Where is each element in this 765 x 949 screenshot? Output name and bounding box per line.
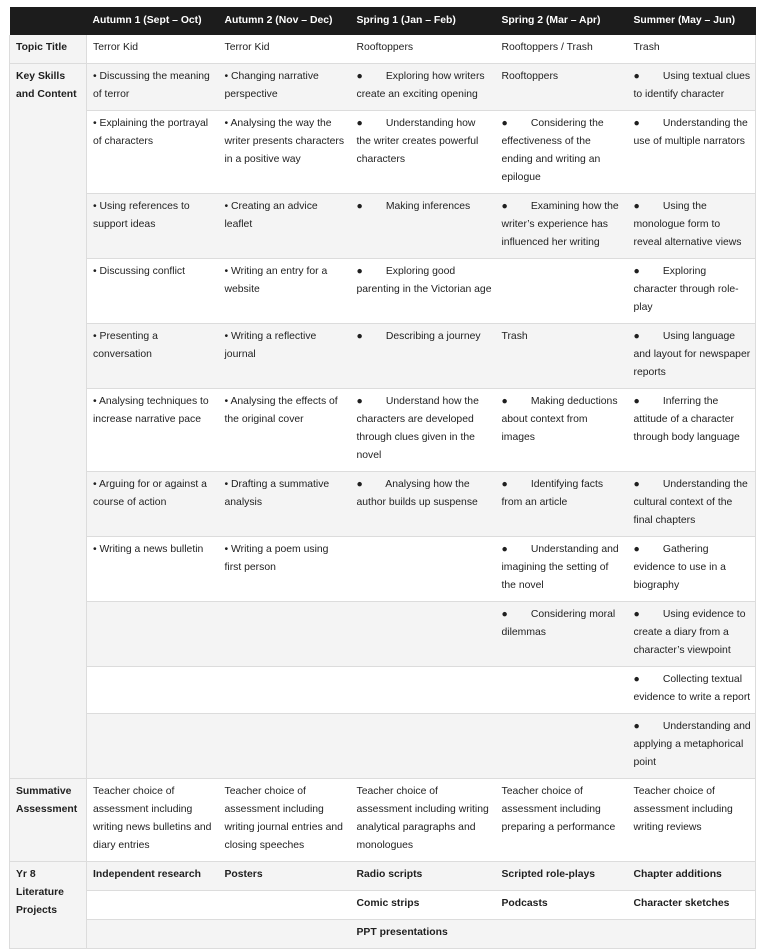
header-row	[10, 7, 756, 35]
table-cell: • Writing a reflective journal	[219, 324, 351, 389]
table-cell: ● Understanding and imagining the setting of the novel	[496, 537, 628, 602]
table-cell: Trash	[496, 324, 628, 389]
table-cell: Scripted role-plays	[496, 862, 628, 891]
table-cell: • Using references to support ideas	[87, 194, 219, 259]
curriculum-table-container	[9, 7, 755, 949]
empty-cell	[87, 920, 219, 949]
table-cell: Teacher choice of assessment including preparing a performance	[496, 779, 628, 862]
table-cell: • Writing a poem using first person	[219, 537, 351, 602]
table-cell: • Changing narrative perspective	[219, 64, 351, 111]
table-cell: Trash	[628, 35, 756, 64]
table-cell: Radio scripts	[351, 862, 496, 891]
empty-cell	[496, 259, 628, 324]
table-cell: Independent research	[87, 862, 219, 891]
table-cell: • Explaining the portrayal of characters	[87, 111, 219, 194]
table-cell: • Writing a news bulletin	[87, 537, 219, 602]
table-row	[10, 862, 756, 891]
table-cell: ● Gathering evidence to use in a biography	[628, 537, 756, 602]
table-cell: Terror Kid	[219, 35, 351, 64]
column-header: Summer (May – Jun)	[628, 7, 756, 35]
table-cell: ● Understanding the use of multiple narrators	[628, 111, 756, 194]
table-row	[10, 537, 756, 602]
table-cell: Podcasts	[496, 891, 628, 920]
table-row	[10, 472, 756, 537]
table-cell: • Analysing the effects of the original cover	[219, 389, 351, 472]
table-row	[10, 64, 756, 111]
table-row	[10, 920, 756, 949]
row-heading: Key Skills and Content	[10, 64, 87, 779]
empty-cell	[87, 667, 219, 714]
table-cell: • Analysing the way the writer presents characters in a positive way	[219, 111, 351, 194]
table-cell: ● Using evidence to create a diary from a character’s viewpoint	[628, 602, 756, 667]
empty-cell	[351, 602, 496, 667]
column-header: Spring 1 (Jan – Feb)	[351, 7, 496, 35]
table-row	[10, 714, 756, 779]
table-cell: ● Exploring character through role-play	[628, 259, 756, 324]
table-cell: ● Understanding and applying a metaphorical point	[628, 714, 756, 779]
table-cell: ● Using the monologue form to reveal alternative views	[628, 194, 756, 259]
empty-cell	[87, 891, 219, 920]
empty-cell	[219, 920, 351, 949]
column-header: Spring 2 (Mar – Apr)	[496, 7, 628, 35]
column-header: Autumn 2 (Nov – Dec)	[219, 7, 351, 35]
empty-cell	[496, 920, 628, 949]
table-cell: ● Making deductions about context from images	[496, 389, 628, 472]
column-header: Autumn 1 (Sept – Oct)	[87, 7, 219, 35]
table-cell: Terror Kid	[87, 35, 219, 64]
table-row	[10, 891, 756, 920]
header-blank	[10, 7, 87, 35]
empty-cell	[351, 537, 496, 602]
table-cell: Character sketches	[628, 891, 756, 920]
table-row	[10, 35, 756, 64]
table-cell: ● Considering moral dilemmas	[496, 602, 628, 667]
table-cell: Rooftoppers	[496, 64, 628, 111]
table-cell: Comic strips	[351, 891, 496, 920]
table-cell: • Writing an entry for a website	[219, 259, 351, 324]
table-cell: Teacher choice of assessment including writing reviews	[628, 779, 756, 862]
table-row	[10, 259, 756, 324]
table-cell: Rooftoppers	[351, 35, 496, 64]
empty-cell	[219, 667, 351, 714]
table-cell: • Drafting a summative analysis	[219, 472, 351, 537]
empty-cell	[219, 891, 351, 920]
table-cell: ● Examining how the writer’s experience has influenced her writing	[496, 194, 628, 259]
table-cell: ● Analysing how the author builds up suspense	[351, 472, 496, 537]
row-heading: Topic Title	[10, 35, 87, 64]
empty-cell	[496, 667, 628, 714]
table-cell: ● Understanding the cultural context of the final chapters	[628, 472, 756, 537]
table-cell: ● Considering the effectiveness of the ending and writing an epilogue	[496, 111, 628, 194]
table-cell: • Analysing techniques to increase narrative pace	[87, 389, 219, 472]
empty-cell	[351, 714, 496, 779]
table-cell: • Discussing conflict	[87, 259, 219, 324]
table-row	[10, 194, 756, 259]
table-cell: ● Describing a journey	[351, 324, 496, 389]
table-row	[10, 779, 756, 862]
table-cell: ● Inferring the attitude of a character through body language	[628, 389, 756, 472]
row-heading: Yr 8 Literature Projects	[10, 862, 87, 949]
table-cell: Teacher choice of assessment including writing news bulletins and diary entries	[87, 779, 219, 862]
empty-cell	[219, 602, 351, 667]
table-cell: Posters	[219, 862, 351, 891]
table-cell: ● Exploring good parenting in the Victorian age	[351, 259, 496, 324]
table-cell: ● Identifying facts from an article	[496, 472, 628, 537]
table-row	[10, 111, 756, 194]
table-cell: PPT presentations	[351, 920, 496, 949]
empty-cell	[87, 602, 219, 667]
table-cell: • Presenting a conversation	[87, 324, 219, 389]
row-heading: Summative Assessment	[10, 779, 87, 862]
table-cell: Teacher choice of assessment including writing journal entries and closing speeches	[219, 779, 351, 862]
table-row	[10, 389, 756, 472]
table-cell: ● Understand how the characters are developed through clues given in the novel	[351, 389, 496, 472]
table-cell: Chapter additions	[628, 862, 756, 891]
table-body	[10, 35, 756, 949]
table-cell: • Creating an advice leaflet	[219, 194, 351, 259]
table-cell: • Discussing the meaning of terror	[87, 64, 219, 111]
table-cell: ● Exploring how writers create an exciting opening	[351, 64, 496, 111]
table-row	[10, 324, 756, 389]
table-cell: ● Collecting textual evidence to write a report	[628, 667, 756, 714]
table-cell: ● Using language and layout for newspaper reports	[628, 324, 756, 389]
table-cell: ● Making inferences	[351, 194, 496, 259]
table-header	[10, 7, 756, 35]
table-cell: • Arguing for or against a course of action	[87, 472, 219, 537]
empty-cell	[351, 667, 496, 714]
table-cell: ● Understanding how the writer creates powerful characters	[351, 111, 496, 194]
table-row	[10, 602, 756, 667]
empty-cell	[628, 920, 756, 949]
table-cell: ● Using textual clues to identify character	[628, 64, 756, 111]
table-cell: Rooftoppers / Trash	[496, 35, 628, 64]
empty-cell	[219, 714, 351, 779]
curriculum-table	[9, 7, 756, 949]
empty-cell	[496, 714, 628, 779]
table-cell: Teacher choice of assessment including writing analytical paragraphs and monologues	[351, 779, 496, 862]
empty-cell	[87, 714, 219, 779]
table-row	[10, 667, 756, 714]
